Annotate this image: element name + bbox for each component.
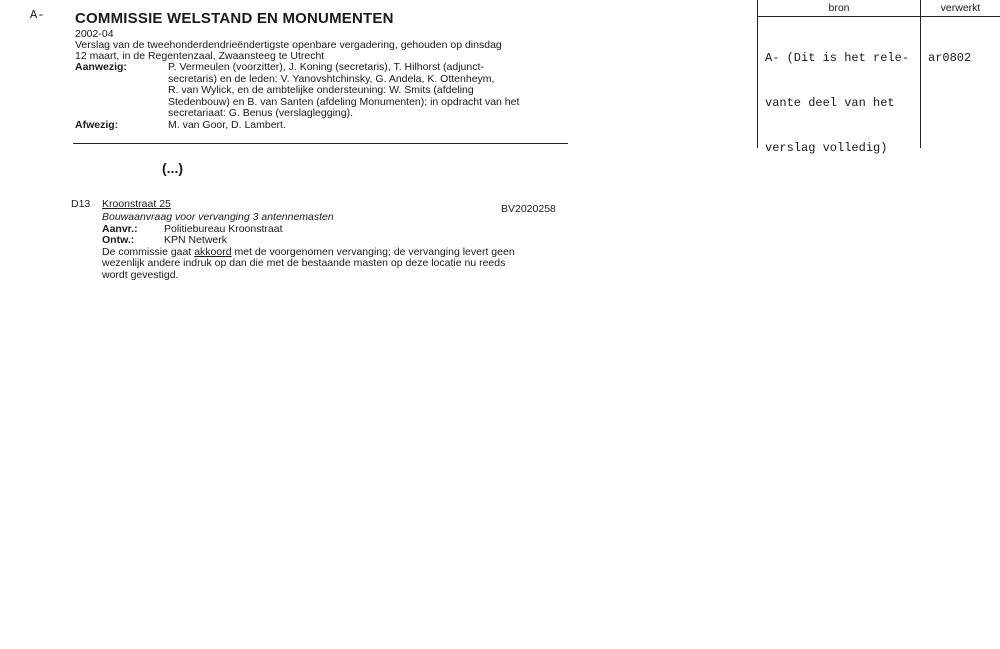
table-border-middle <box>920 0 921 148</box>
present-label: Aanwezig: <box>75 61 127 73</box>
report-number: 2002-04 <box>75 28 114 40</box>
table-border-left <box>757 0 758 148</box>
designer-label: Ontw.: <box>102 234 135 246</box>
meeting-line-2: 12 maart, in de Regentenzaal, Zwaansteeg te Utrecht <box>75 50 325 62</box>
column-header-processed: verwerkt <box>940 2 981 14</box>
document-title: COMMISSIE WELSTAND EN MONUMENTEN <box>75 10 394 27</box>
absent-row <box>75 120 570 132</box>
item-code: D13 <box>71 198 91 210</box>
absent-label: Afwezig: <box>75 118 119 131</box>
decision-text: De commissie gaat <box>102 245 195 258</box>
designer-value: KPN Netwerk <box>164 234 228 246</box>
present-list <box>168 62 570 120</box>
header-divider <box>73 143 568 144</box>
report-header <box>75 10 570 131</box>
item-decision <box>102 247 562 282</box>
source-note-line: A- (Dit is het rele- <box>765 51 910 65</box>
present-line: secretaris) en de leden: V. Yanovshtchinsky, G. Andela, K. Ottenheym, <box>168 72 495 85</box>
present-line: R. van Wylick, en de ambtelijke ondersteuning: W. Smits (afdeling <box>168 84 474 96</box>
table-header-rule <box>757 16 1000 17</box>
present-row <box>75 62 570 120</box>
decision-keyword: akkoord <box>194 245 232 258</box>
item-subject: Bouwaanvraag voor vervanging 3 antennemasten <box>102 211 334 223</box>
archive-code: ar0802 <box>928 51 972 65</box>
present-line: secretariaat: G. Benus (verslaglegging). <box>168 107 354 119</box>
absent-list: M. van Goor, D. Lambert. <box>168 118 286 131</box>
item-reference: BV2020258 <box>501 203 556 215</box>
margin-mark: A- <box>30 8 45 22</box>
column-header-source: bron <box>828 2 850 14</box>
item-address: Kroonstraat 25 <box>102 198 171 210</box>
source-note-line: verslag volledig) <box>765 141 888 155</box>
present-line: Stedenbouw) en B. van Santen (afdeling Monumenten); in opdracht van het <box>168 95 520 108</box>
decision-line-2: wezenlijk andere indruk op dan die met de bestaande masten op deze locatie nu reeds <box>102 257 506 269</box>
decision-line-3: wordt gevestigd. <box>102 268 179 281</box>
meeting-line-1: Verslag van de tweehonderdendrieëndertigste openbare vergadering, gehouden op dinsdag <box>75 39 502 51</box>
applicant-label: Aanvr.: <box>102 222 138 235</box>
item-body <box>102 212 562 281</box>
omission-mark: (...) <box>162 160 183 176</box>
source-note-line: vante deel van het <box>765 96 895 110</box>
present-line: P. Vermeulen (voorzitter), J. Koning (secretaris), T. Hilhorst (adjunct- <box>168 61 484 73</box>
decision-text: met de voorgenomen vervanging; de vervanging levert geen <box>231 245 515 258</box>
source-note <box>765 21 917 171</box>
applicant-value: Politiebureau Kroonstraat <box>164 222 283 235</box>
